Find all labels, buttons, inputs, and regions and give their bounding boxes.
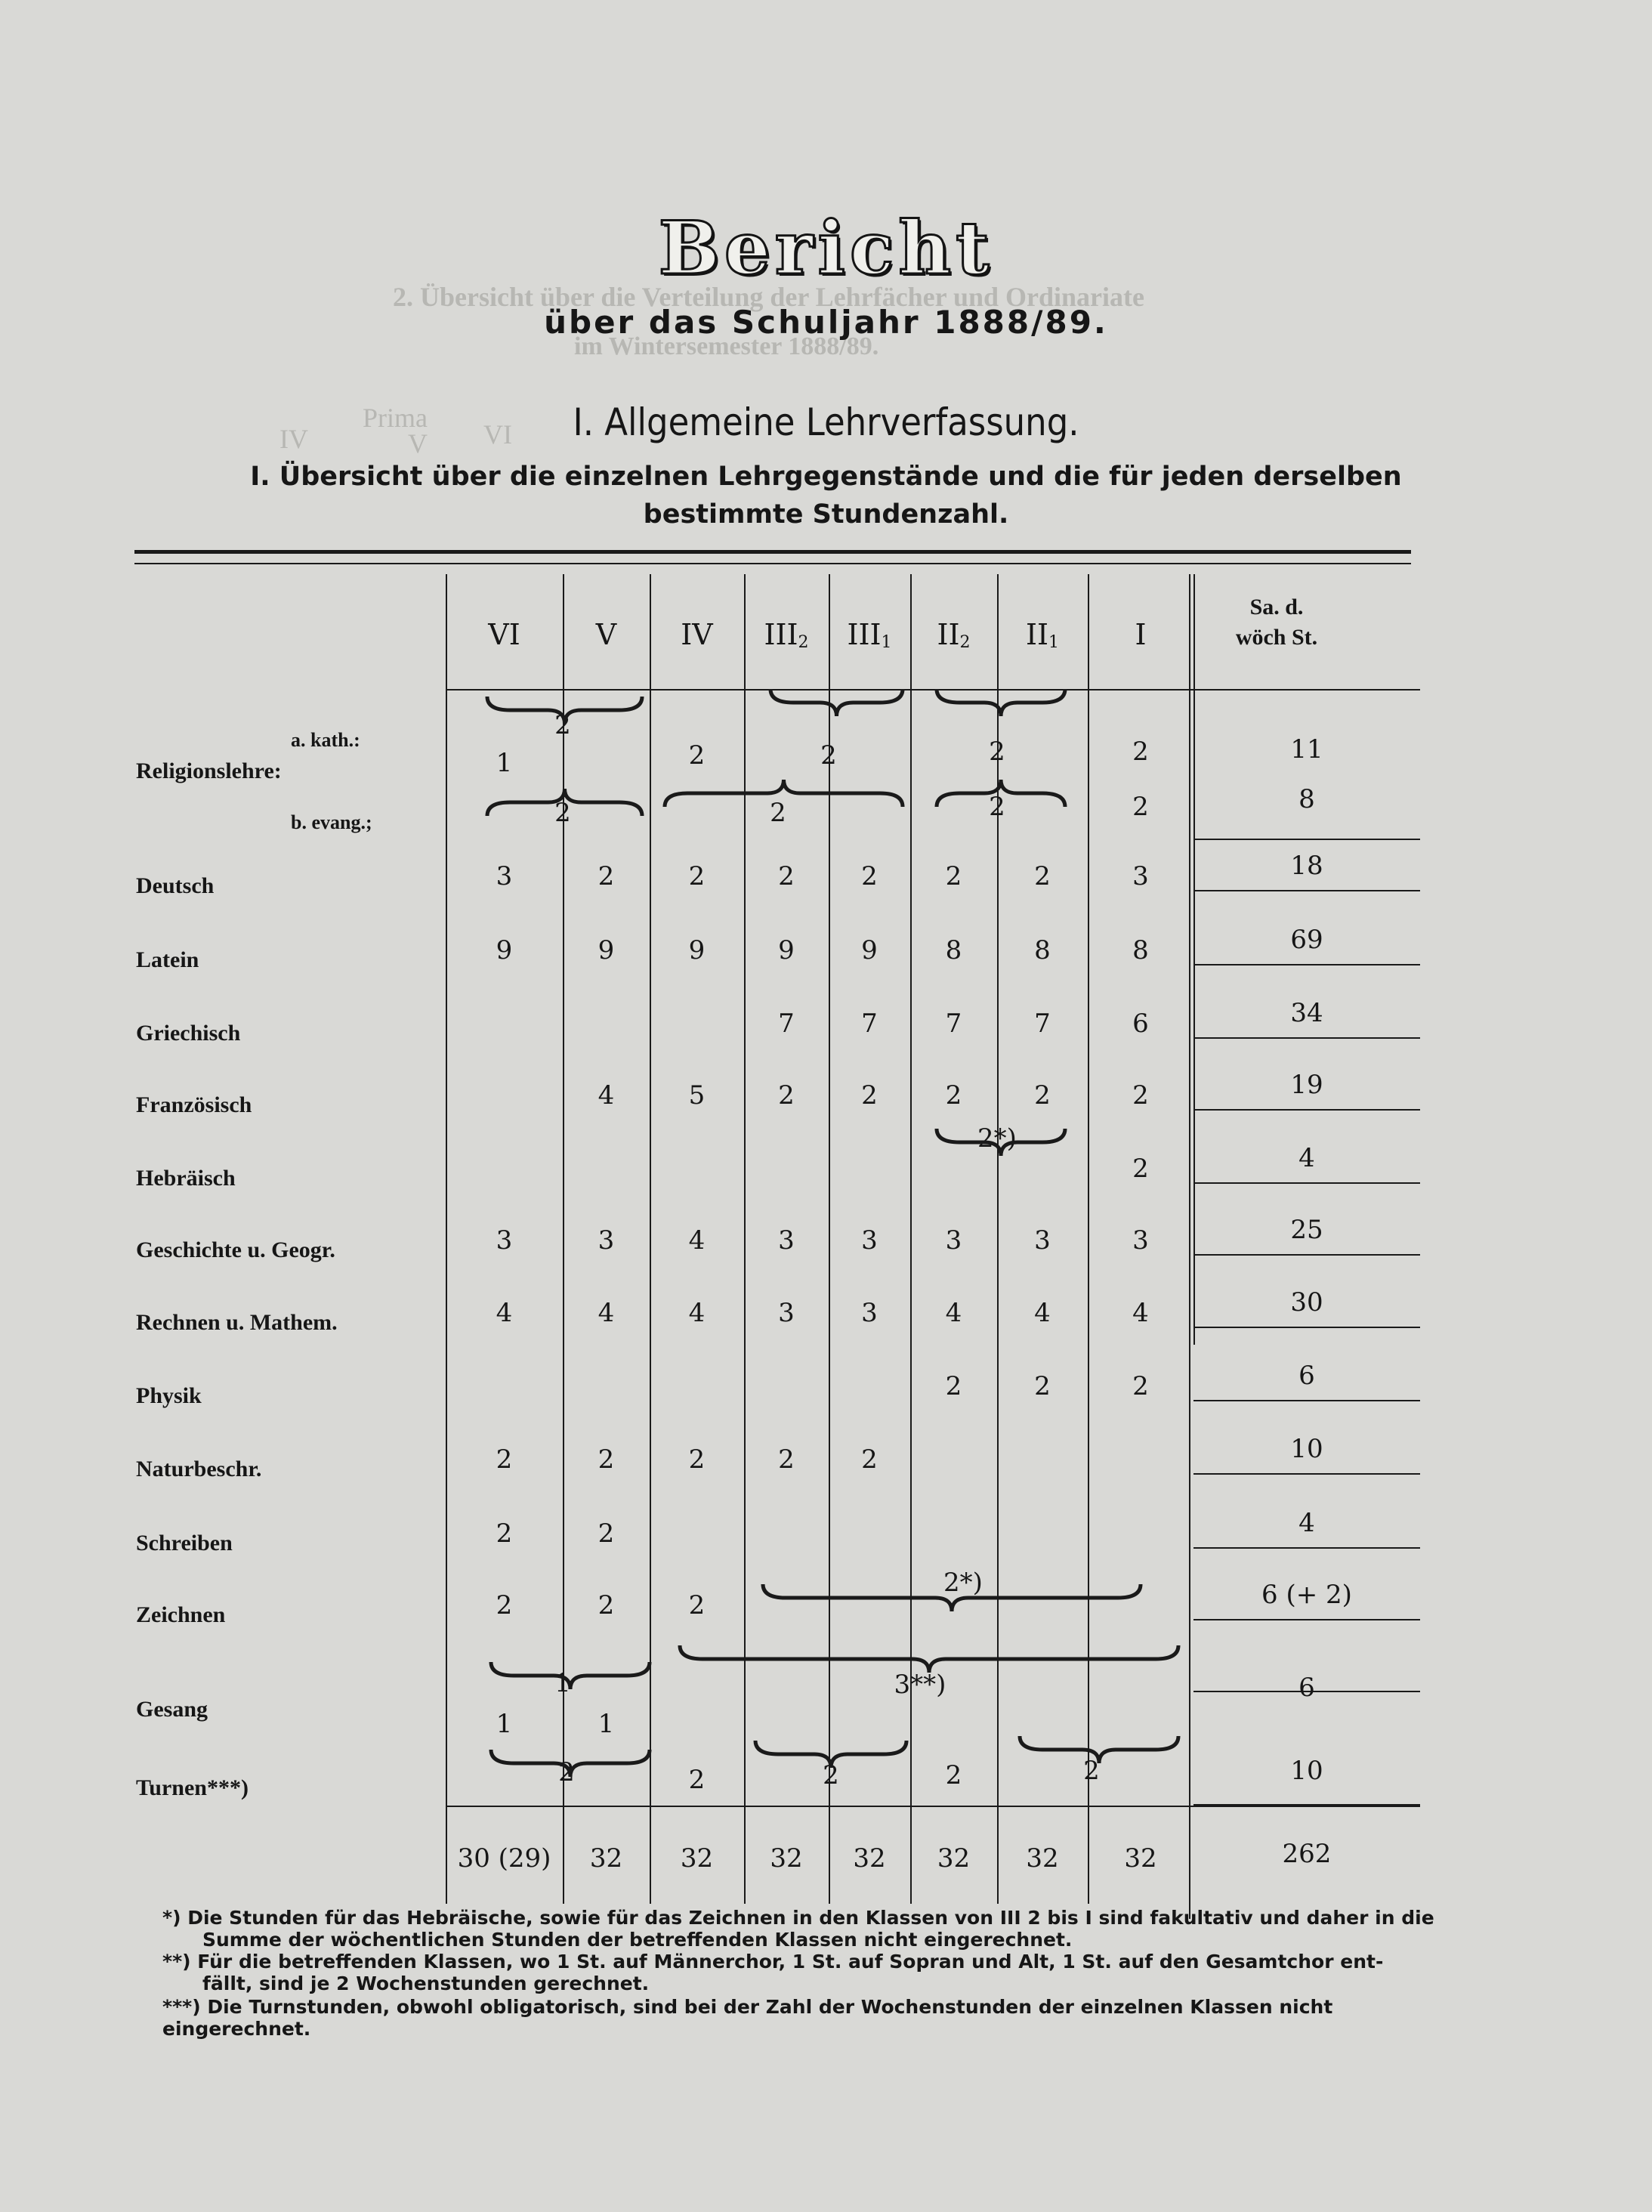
bleed-through-text: V (408, 428, 428, 459)
footnote: **) Für die betreffenden Klassen, wo 1 St. auf Männerchor, 1 St. auf Sopran und Alt, 1 St. auf den Gesamtchor ent- (162, 1951, 1384, 1973)
table-cell: 3 (597, 1225, 615, 1256)
brace-religion-kath-iii (770, 689, 903, 716)
table-cell: 2 (778, 1444, 795, 1475)
subject-label: Latein (136, 947, 199, 972)
subject-gesang: Gesang (136, 1697, 208, 1722)
brace-hebrew (937, 1129, 1065, 1156)
class-header-main: I (1135, 618, 1147, 651)
table-cell: 6 (1132, 1009, 1149, 1039)
religion-kath-iii: 2 (820, 740, 837, 771)
table-cell: 9 (688, 935, 706, 965)
class-header-main: VI (488, 618, 520, 651)
footnote: *) Die Stunden für das Hebräische, sowie für das Zeichnen in den Klassen von III 2 bis I sind fakultativ und daher in die (162, 1907, 1434, 1929)
table-cell: 8 (1132, 935, 1149, 965)
religion-evang-label: b. evang.; (291, 811, 372, 833)
class-header-sub: 1 (1048, 633, 1060, 652)
religion-kath-vi: 1 (496, 748, 513, 778)
table-cell: 3 (496, 861, 513, 891)
joint-cell: 2*) (943, 1568, 983, 1598)
turnen-vi-v-joint: 2 (558, 1757, 575, 1787)
bleed-through-text: Prima (363, 403, 428, 433)
row-sum: 4 (1298, 1508, 1315, 1538)
total-cell: 32 (937, 1843, 971, 1874)
brace-religion-evang-iv-iii (665, 780, 903, 807)
table-cell: 2 (1132, 1154, 1149, 1184)
row-sum: 34 (1290, 998, 1323, 1028)
document-subtitle: über das Schuljahr 1888/89. (544, 304, 1108, 341)
table-cell: 4 (1132, 1298, 1149, 1328)
class-header-main: II (937, 618, 960, 651)
table-cell: 2 (945, 1371, 962, 1401)
section-heading: I. Allgemeine Lehrverfassung. (573, 400, 1079, 444)
joint-cell: 2*) (977, 1123, 1017, 1154)
table-cell: 8 (1034, 935, 1051, 965)
religion-kath-iv: 2 (688, 740, 706, 771)
table-cell: 2 (1034, 861, 1051, 891)
turnen-iii-joint: 2 (823, 1760, 839, 1790)
table-cell: 7 (778, 1009, 795, 1039)
table-cell: 2 (861, 1444, 878, 1475)
table-cell: 2 (778, 861, 795, 891)
religion-evang-ii: 2 (989, 792, 1005, 822)
class-header-main: II (1025, 618, 1049, 651)
table-cell: 2 (597, 1518, 615, 1549)
table-cell: 2 (688, 1590, 706, 1620)
bleed-through-heading: 2. Übersicht über die Verteilung der Lehrfächer und Ordinariate (393, 282, 1144, 312)
subject-turnen: Turnen***) (136, 1775, 249, 1800)
brace-gesang-joint (680, 1645, 1178, 1673)
brace-religion-evang-ii (937, 780, 1065, 807)
table-cell: 9 (597, 935, 615, 965)
gesang-sum: 6 (1298, 1673, 1315, 1703)
brace-zeichnen (763, 1584, 1141, 1611)
religion-kath-i: 2 (1132, 737, 1149, 767)
turnen-sum: 10 (1290, 1756, 1323, 1786)
brace-religion-kath-vi-v (487, 697, 642, 724)
row-sum: 6 (1298, 1361, 1315, 1391)
gesang-joint: 3**) (894, 1670, 946, 1700)
brace-turnen-vi-v (491, 1750, 650, 1777)
table-cell: 2 (1034, 1371, 1051, 1401)
subject-religion: Religionslehre: (136, 758, 282, 783)
brace-religion-evang-vi-v (487, 789, 642, 816)
row-sum: 19 (1290, 1070, 1323, 1100)
subject-label: Französisch (136, 1092, 252, 1117)
class-header-sub: 2 (959, 633, 971, 652)
table-cell: 5 (688, 1080, 706, 1111)
row-sum: 30 (1290, 1287, 1323, 1318)
table-cell: 4 (1034, 1298, 1051, 1328)
sum-header-line: wöch St. (1235, 625, 1318, 650)
subsection-heading-line: bestimmte Stundenzahl. (643, 499, 1009, 530)
table-cell: 3 (1034, 1225, 1051, 1256)
brace-gesang-vi-v (491, 1662, 650, 1689)
table-cell: 2 (496, 1518, 513, 1549)
religion-kath-label: a. kath.: (291, 729, 360, 751)
row-sum: 69 (1290, 925, 1323, 955)
subject-label: Deutsch (136, 873, 215, 898)
table-cell: 3 (861, 1298, 878, 1328)
religion-evang-sum: 8 (1298, 784, 1315, 814)
table-cell: 9 (778, 935, 795, 965)
religion-kath-vi-v: 2 (554, 710, 571, 740)
table-cell: 3 (945, 1225, 962, 1256)
table-cell: 2 (945, 861, 962, 891)
row-sum: 25 (1290, 1215, 1323, 1245)
table-cell: 9 (496, 935, 513, 965)
total-cell: 30 (29) (457, 1843, 551, 1874)
table-cell: 8 (945, 935, 962, 965)
class-header-sub: 1 (881, 633, 892, 652)
table-cell: 2 (597, 1590, 615, 1620)
table-cell: 2 (496, 1590, 513, 1620)
table-cell: 2 (1132, 1080, 1149, 1111)
row-sum: 4 (1298, 1143, 1315, 1173)
table-cell: 2 (496, 1444, 513, 1475)
table-cell: 3 (778, 1225, 795, 1256)
bleed-through-text: IV (279, 424, 308, 454)
row-sum: 18 (1290, 851, 1323, 881)
table-cell: 3 (861, 1225, 878, 1256)
bleed-through-subheading: im Wintersemester 1888/89. (574, 332, 879, 360)
row-sum: 10 (1290, 1434, 1323, 1464)
document-title: Bericht (658, 205, 994, 291)
table-cell: 2 (688, 861, 706, 891)
class-header-main: V (595, 618, 617, 651)
sum-header-line: Sa. d. (1249, 595, 1304, 619)
class-header-main: III (847, 618, 882, 651)
brace-religion-kath-ii (937, 689, 1065, 716)
total-cell: 32 (589, 1843, 623, 1874)
table-cell: 4 (945, 1298, 962, 1328)
turnen-ii2: 2 (945, 1760, 962, 1790)
religion-evang-vi-v: 2 (554, 798, 571, 828)
subsection-heading-line: I. Übersicht über die einzelnen Lehrgegenstände und die für jeden derselben (250, 462, 1402, 492)
table-cell: 4 (496, 1298, 513, 1328)
gesang-vi: 1 (496, 1709, 513, 1739)
religion-evang-iv-iii: 2 (770, 798, 786, 828)
total-cell: 32 (853, 1843, 886, 1874)
subject-label: Hebräisch (136, 1166, 236, 1191)
table-cell: 2 (1132, 1371, 1149, 1401)
table-cell: 2 (778, 1080, 795, 1111)
table-cell: 2 (597, 1444, 615, 1475)
subject-label: Rechnen u. Mathem. (136, 1310, 338, 1335)
total-cell: 32 (1124, 1843, 1157, 1874)
table-cell: 2 (1034, 1080, 1051, 1111)
turnen-ii1-i-joint: 2 (1083, 1756, 1100, 1786)
grand-total: 262 (1282, 1839, 1332, 1869)
footnote: Summe der wöchentlichen Stunden der betreffenden Klassen nicht eingerechnet. (202, 1929, 1073, 1951)
subject-label: Griechisch (136, 1021, 241, 1046)
table-cell: 3 (778, 1298, 795, 1328)
table-cell: 3 (496, 1225, 513, 1256)
religion-evang-i: 2 (1132, 792, 1149, 822)
brace-turnen-ii1-i (1020, 1736, 1178, 1763)
table-cell: 2 (861, 1080, 878, 1111)
subject-label: Schreiben (136, 1531, 233, 1556)
class-header-main: III (764, 618, 798, 651)
gesang-vi-v-joint: 1 (554, 1668, 571, 1698)
class-header-sub: 2 (798, 633, 809, 652)
table-cell: 4 (688, 1298, 706, 1328)
total-cell: 32 (680, 1843, 714, 1874)
table-cell: 7 (945, 1009, 962, 1039)
bleed-through-text: VI (483, 419, 512, 450)
subject-label: Zeichnen (136, 1602, 226, 1627)
subject-label: Naturbeschr. (136, 1457, 262, 1481)
table-cell: 3 (1132, 1225, 1149, 1256)
religion-kath-ii: 2 (989, 737, 1005, 767)
table-cell: 3 (1132, 861, 1149, 891)
gesang-v: 1 (597, 1709, 615, 1739)
table-cell: 4 (597, 1298, 615, 1328)
table-cell: 2 (688, 1444, 706, 1475)
row-sum: 6 (+ 2) (1261, 1580, 1352, 1610)
table-cell: 4 (597, 1080, 615, 1111)
footnote: ***) Die Turnstunden, obwohl obligatorisch, sind bei der Zahl der Wochenstunden der einzelnen Klassen nicht eingerechnet. (162, 1996, 1333, 2040)
table-cell: 7 (1034, 1009, 1051, 1039)
table-cell: 2 (945, 1080, 962, 1111)
footnote: fällt, sind je 2 Wochenstunden gerechnet. (202, 1973, 650, 1994)
brace-turnen-iii (755, 1741, 906, 1768)
table-cell: 7 (861, 1009, 878, 1039)
subject-label: Geschichte u. Geogr. (136, 1237, 335, 1262)
table-cell: 4 (688, 1225, 706, 1256)
table-cell: 9 (861, 935, 878, 965)
total-cell: 32 (770, 1843, 803, 1874)
subject-label: Physik (136, 1383, 202, 1408)
total-cell: 32 (1026, 1843, 1059, 1874)
turnen-iv: 2 (688, 1765, 706, 1795)
class-header-main: IV (681, 618, 713, 651)
table-cell: 2 (597, 861, 615, 891)
table-cell: 2 (861, 861, 878, 891)
religion-kath-sum: 11 (1290, 734, 1323, 765)
